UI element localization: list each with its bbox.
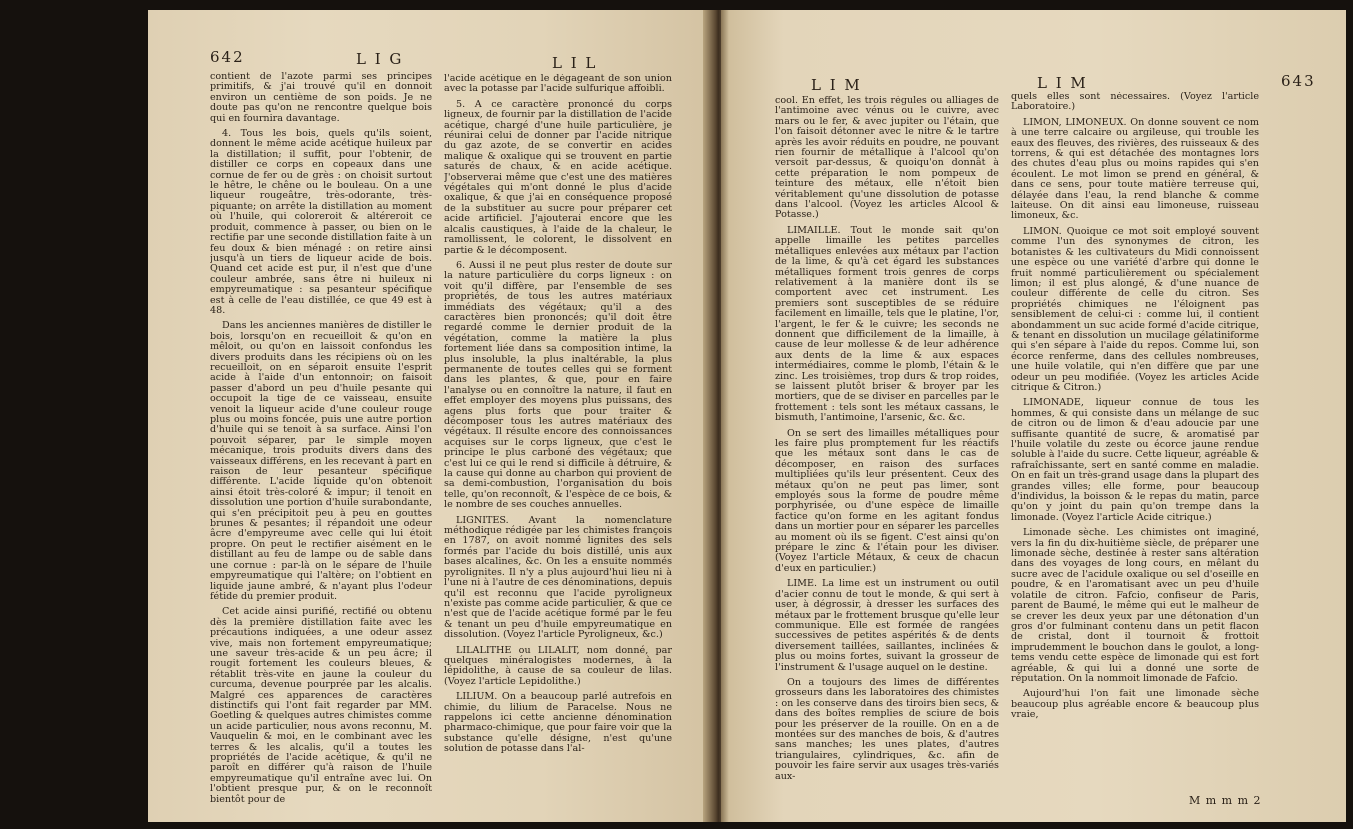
paragraph: 5. A ce caractère prononcé du corps ligneux, de fournir par la distillation de l'acide acétique, chargé d'une huile particulière, je réunirai celui de donner par l'acide nitrique du gaz azote, de se convertir en acides malique & oxalique qui se trouvent en partie saturés de chaux, & en acide acétique. J'observerai même que c'est une des matières végétales qui m'ont donné le plus d'acide oxalique, & que j'ai en conséquence proposé de la substituer au sucre pour préparer cet acide artificiel. J'ajouterai encore que les alcalis caustiques, à l'aide de la chaleur, le ramollissent, le colorent, le dissolvent en partie & le décomposent.: [444, 98, 672, 256]
paragraph: contient de l'azote parmi ses principes primitifs, & j'ai trouvé qu'il en donnoit environ un centième de son poids. Je ne doute pas qu'on ne rencontre quelque bois qui en fournira davantage.: [210, 72, 432, 124]
paragraph: Cet acide ainsi purifié, rectifié ou obtenu dès la première distillation faite avec les précautions indiquées, a une odeur assez vive, mais non fortement empyreumatique; une saveur très-acide & un peu âcre; il rougit fortement les couleurs bleues, & rétablit très-vite en jaune la couleur du curcuma, devenue pourprée par les alcalis. Malgré ces apparences de caractères distinctifs qui l'ont fait regarder par MM. Goetling & quelques autres chimistes comme un acide particulier, nous avons reconnu, M. Vauquelin & moi, en le combinant avec les terres & les alcalis, qu'il a toutes les propriétés de l'acide acétique, & qu'il ne paroît en différer qu'à raison de l'huile empyreumatique qu'il entraîne avec lui. On l'obtient presque pur, & on le reconnoît bientôt pour de: [210, 606, 432, 805]
paragraph: LIME. La lime est un instrument ou outil d'acier connu de tout le monde, & qui sert à user, à dégrossir, à dresser les surfaces des métaux par le frottement brusque qu'elle leur communique. Elle est formée de rangées successives de petites aspérités & de dents diversement taillées, saillantes, inclinées & plus ou moins fortes, suivant la grosseur de l'instrument & l'usage auquel on le destine.: [775, 578, 999, 673]
right-column-2: [1011, 92, 1259, 792]
paragraph: LIMONADE, liqueur connue de tous les hommes, & qui consiste dans un mélange de suc de citron ou de limon & d'eau adoucie par une suffisante quantité de sucre, & aromatisé par l'huile volatile du zeste ou écorce jaune rendue soluble à l'aide du sucre. Cette liqueur, agréable & rafraîchissante, sert en santé comme en maladie. On en fait un très-grand usage dans la plupart des grandes villes; elle forme, pour beaucoup d'individus, la boisson & le repas du matin, parce qu'on y joint du pain qu'on trempe dans la limonade. (Voyez l'article Acide citrique.): [1011, 397, 1259, 523]
paragraph: quels elles sont nécessaires. (Voyez l'article Laboratoire.): [1011, 92, 1259, 113]
paragraph: LIMON. Quoique ce mot soit employé souvent comme l'un des synonymes de citron, les botanistes & les cultivateurs du Midi connoissent une espèce ou une variété d'arbre qui donne le fruit nommé particulièrement ou spécialement limon; il est plus alongé, & d'une nuance de couleur différente de celle du citron. Ses propriétés chimiques ne l'éloignent pas sensiblement de celui-ci : comme lui, il contient abondamment un suc acide formé d'acide citrique, & tenant en dissolution un mucilage gélatiniforme qui s'en sépare à l'aide du repos. Comme lui, son écorce renferme, dans des cellules nombreuses, une huile volatile, qui n'en diffère que par une odeur un peu modifiée. (Voyez les articles Acide citrique & Citron.): [1011, 225, 1259, 393]
left-running-head-2: L I L: [552, 54, 598, 72]
page-fold-shadow: [721, 10, 729, 822]
left-column-1: [210, 72, 432, 812]
left-column-2: [444, 74, 672, 814]
paragraph: 6. Aussi il ne peut plus rester de doute sur la nature particulière du corps ligneux : on voit qu'il diffère, par l'ensemble de ses propriétés, de tous les autres matériaux immédiats des végétaux; qu'il a des caractères bien prononcés; qu'il doit être regardé comme le dernier produit de la végétation, comme la matière la plus fortement liée dans sa composition intime, la plus insoluble, la plus inaltérable, la plus permanente de toutes celles qui se forment dans les plantes, & que, pour en faire l'analyse ou en connoître la nature, il faut en effet employer des moyens plus puissans, des agens plus forts que pour traiter & décomposer tous les autres matériaux des végétaux. Il résulte encore des connoissances acquises sur le corps ligneux, que c'est le principe le plus carboné des végétaux; que c'est lui ce qui le rend si difficile à détruire, & la cause qui donne au charbon qui provient de sa demi-combustion, l'organisation du bois telle, qu'on reconnoît, & l'espèce de ce bois, & le nombre de ses couches annuelles.: [444, 259, 672, 511]
paragraph: LILIUM. On a beaucoup parlé autrefois en chimie, du lilium de Paracelse. Nous ne rappelons ici cette ancienne dénomination pharmaco-chimique, que pour faire voir que la substance qu'elle désigne, n'est qu'une solution de potasse dans l'al-: [444, 691, 672, 755]
right-column-1: [775, 96, 999, 810]
right-page: [721, 10, 1346, 822]
paragraph: cool. En effet, les trois régules ou alliages de l'antimoine avec vénus ou le cuivre, avec mars ou le fer, & avec jupiter ou l'étain, que l'on faisoit détonner avec le nitre & le tartre après les avoir réduits en poudre, ne pouvant rien fournir de métallique à l'alcool qu'on versoit par-dessus, & quoiqu'on donnât à cette préparation le nom pompeux de teinture des métaux, elle n'étoit bien véritablement qu'une dissolution de potasse dans l'alcool. (Voyez les articles Alcool & Potasse.): [775, 96, 999, 221]
left-page: [148, 10, 708, 822]
open-book: [148, 10, 1346, 822]
right-page-number: 643: [1281, 72, 1316, 90]
paragraph: Aujourd'hui l'on fait une limonade sèche beaucoup plus agréable encore & beaucoup plus vraie,: [1011, 688, 1259, 721]
left-page-number: 642: [210, 48, 245, 66]
signature-mark: M m m m 2: [1189, 794, 1262, 807]
paragraph: Limonade sèche. Les chimistes ont imaginé, vers la fin du dix-huitième siècle, de préparer une limonade sèche, destinée à rester sans altération dans des voyages de long cours, en mêlant du sucre avec de l'acidule oxalique ou sel d'oseille en poudre, & en l'aromatisant avec un peu d'huile volatile de citron. Fafcio, confiseur de Paris, parent de Baumé, le même qui eut le malheur de se crever les deux yeux par une détonation d'un gros d'or fulminant contenu dans un petit flacon de cristal, dont il tournoit & frottoit imprudemment le bouchon dans le goulot, a long-tems vendu cette espèce de limonade qui est fort agréable, & qui lui a donné une sorte de réputation. On la nommoit limonade de Fafcio.: [1011, 527, 1259, 684]
right-running-head-2: L I M: [1037, 74, 1088, 92]
paragraph: LILALITHE ou LILALIT, nom donné, par quelques minéralogistes modernes, à la lépidolithe, à cause de sa couleur de lilas. (Voyez l'article Lepidolithe.): [444, 644, 672, 687]
paragraph: LIMAILLE. Tout le monde sait qu'on appelle limaille les petites parcelles métalliques enlevées aux métaux par l'action de la lime, & qu'à cet égard les substances métalliques forment trois genres de corps relativement à la manière dont ils se comportent avec cet instrument. Les premiers sont susceptibles de se réduire facilement en limaille, tels que le platine, l'or, l'argent, le fer & le cuivre; les seconds ne donnent que difficilement de la limaille, à cause de leur mollesse & de leur adhérence aux dents de la lime & aux espaces intermédiaires, comme le plomb, l'étain & le zinc. Les troisièmes, trop durs & trop roides, se laissent plutôt briser & broyer par les mortiers, que de se diviser en parcelles par le frottement : tels sont les métaux cassans, le bismuth, l'antimoine, l'arsenic, &c. &c.: [775, 224, 999, 424]
paragraph: l'acide acétique en le dégageant de son union avec la potasse par l'acide sulfurique affoibli.: [444, 74, 672, 95]
paragraph: LIMON, LIMONEUX. On donne souvent ce nom à une terre calcaire ou argileuse, qui trouble les eaux des fleuves, des rivières, des ruisseaux & des torrens, & qui est détachée des montagnes lors des chutes d'eau plus ou moins rapides qui s'en écoulent. Le mot limon se prend en général, & dans ce sens, pour toute matière terreuse qui, délayée dans l'eau, la rend blanche & comme laiteuse. On dit ainsi eau limoneuse, ruisseau limoneux, &c.: [1011, 116, 1259, 222]
paragraph: Dans les anciennes manières de distiller le bois, lorsqu'on en recueilloit & qu'on en mêloit, ou qu'on en laissoit confondus les divers produits dans les récipiens où on les recueilloit, on en séparoit ensuite l'esprit acide à l'aide d'un entonnoir; on faisoit passer d'abord un peu d'huile pesante qui occupoit la tige de ce vaisseau, ensuite venoit la liqueur acide d'une couleur rouge plus ou moins foncée, puis une autre portion d'huile qui se tenoit à sa surface. Ainsi l'on pouvoit séparer, par le simple moyen mécanique, trois produits divers dans des vaisseaux différens, en les recevant à part en raison de leur pesanteur spécifique différente. L'acide liquide qu'on obtenoit ainsi étoit très-coloré & impur; il tenoit en dissolution une portion d'huile surabondante, qui s'en précipitoit peu à peu en gouttes brunes & pesantes; il répandoit une odeur âcre d'empyreume avec celle qui lui étoit propre. On peut le rectifier aisément en le distillant au feu de lampe ou de sable dans une cornue : par-là on le sépare de l'huile empyreumatique qui l'altère; on l'obtient en liquide jaune ambré, & n'ayant plus l'odeur fétide du premier produit.: [210, 320, 432, 602]
right-running-head-1: L I M: [811, 76, 862, 94]
paragraph: LIGNITES. Avant la nomenclature méthodique rédigée par les chimistes françois en 1787, on avoit nommé lignites des sels formés par l'acide du bois distillé, unis aux bases alcalines, &c. On les a ensuite nommés pyrolignites. Il n'y a plus aujourd'hui lieu ni à l'une ni à l'autre de ces dénominations, depuis qu'il est reconnu que l'acide pyroligneux n'existe pas comme acide particulier, & que ce n'est que de l'acide acétique formé par le feu & tenant un peu d'huile empyreumatique en dissolution. (Voyez l'article Pyroligneux, &c.): [444, 514, 672, 641]
paragraph: On se sert des limailles métalliques pour les faire plus promptement fur les réactifs que les métaux sont dans le cas de décomposer, en raison des surfaces multipliées qu'ils leur présentent. Ceux des métaux qu'on ne peut pas limer, sont employés sous la forme de poudre même porphyrisée, ou d'une espèce de limaille factice qu'on forme en les agitant fondus dans un mortier pour en séparer les parcelles au moment où ils se figent. C'est ainsi qu'on prépare le zinc & l'étain pour les diviser. (Voyez l'article Métaux, & ceux de chacun d'eux en particulier.): [775, 427, 999, 574]
paragraph: On a toujours des limes de différentes grosseurs dans les laboratoires des chimistes : on les conserve dans des tiroirs bien secs, & dans des boîtes remplies de sciure de bois pour les préserver de la rouille. On en a de montées sur des manches de bois, & d'autres sans manches; les unes plates, d'autres triangulaires, cylindriques, &c. afin de pouvoir les faire servir aux usages très-variés aux-: [775, 676, 999, 782]
left-running-head-1: L I G: [356, 50, 404, 68]
paragraph: 4. Tous les bois, quels qu'ils soient, donnent le même acide acétique huileux par la distillation; il suffit, pour l'obtenir, de distiller ce corps en copeaux dans une cornue de fer ou de grès : on choisit surtout le hêtre, le chêne ou le bouleau. On a une liqueur rougeâtre, très-odorante, très-piquante; on arrête la distillation au moment où l'huile, qui coloreroit & altéreroit ce produit, commence à passer, ou bien on le rectifie par une seconde distillation faite à un feu doux & bien ménagé : on retire ainsi jusqu'à un tiers de liqueur acide de bois. Quand cet acide est pur, il n'est que d'une couleur ambrée, sans être ni huileux ni empyreumatique : sa pesanteur spécifique est à celle de l'eau distillée, ce que 49 est à 48.: [210, 128, 432, 316]
